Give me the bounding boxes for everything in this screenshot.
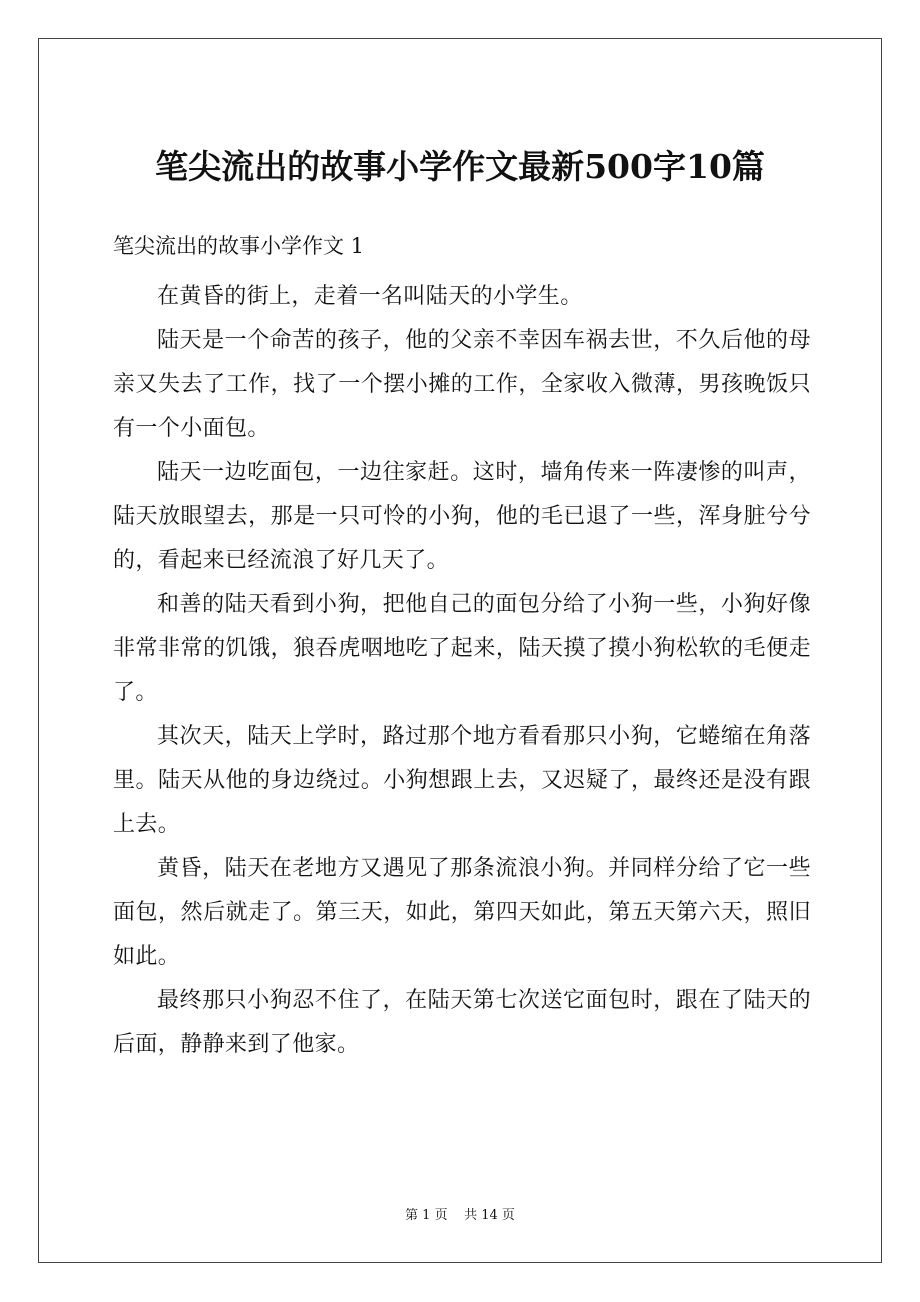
document-title: 笔尖流出的故事小学作文最新500字10篇 <box>155 147 765 186</box>
body-text <box>113 275 811 1067</box>
paragraph: 最终那只小狗忍不住了，在陆天第七次送它面包时，跟在了陆天的后面，静静来到了他家。 <box>113 988 811 1057</box>
paragraph: 其次天，陆天上学时，路过那个地方看看那只小狗，它蜷缩在角落里。陆天从他的身边绕过。小狗想跟上去，又迟疑了，最终还是没有跟上去。 <box>113 724 811 837</box>
paragraph: 和善的陆天看到小狗，把他自己的面包分给了小狗一些，小狗好像非常非常的饥饿，狼吞虎咽地吃了起来，陆天摸了摸小狗松软的毛便走了。 <box>113 592 811 705</box>
section-heading: 笔尖流出的故事小学作文 1 <box>113 234 365 258</box>
page-number: 第 1 页 <box>405 1208 448 1223</box>
paragraph: 陆天是一个命苦的孩子，他的父亲不幸因车祸去世，不久后他的母亲又失去了工作，找了一个摆小摊的工作，全家收入微薄，男孩晚饭只有一个小面包。 <box>113 328 811 441</box>
page-total: 共 14 页 <box>464 1208 515 1223</box>
page-footer <box>0 1206 920 1226</box>
paragraph: 在黄昏的街上，走着一名叫陆天的小学生。 <box>157 284 583 309</box>
paragraph: 陆天一边吃面包，一边往家赶。这时，墙角传来一阵凄惨的叫声，陆天放眼望去，那是一只可怜的小狗，他的毛已退了一些，浑身脏兮兮的，看起来已经流浪了好几天了。 <box>113 460 811 573</box>
paragraph: 黄昏，陆天在老地方又遇见了那条流浪小狗。并同样分给了它一些面包，然后就走了。第三天，如此，第四天如此，第五天第六天，照旧如此。 <box>113 856 811 969</box>
